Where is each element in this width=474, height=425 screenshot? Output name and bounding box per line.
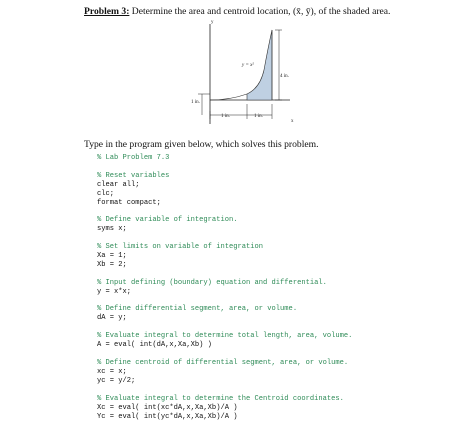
code-comment-line: % Define differential segment, area, or volume.: [97, 305, 298, 314]
code-blank-line: [97, 234, 467, 243]
shaded-area-figure: [180, 18, 300, 136]
y-axis-label: y: [211, 20, 214, 25]
code-line: Yc = eval( int(yc*dA,x,Xa,Xb)/A ): [97, 412, 238, 421]
height-dim-label: 4 in.: [280, 74, 289, 79]
problem-text-before: Determine the area and centroid location,: [129, 6, 293, 17]
code-blank-line: [97, 386, 467, 395]
left-dim-label: 1 in.: [191, 100, 200, 105]
figure-svg: [180, 18, 300, 136]
code-blank-line: [97, 208, 467, 217]
centroid-notation: (x̄, ȳ): [292, 6, 314, 17]
problem-label: Problem 3:: [84, 6, 130, 17]
code-comment-line: % Define centroid of differential segment, area, or volume.: [97, 358, 349, 367]
code-line: yc = y/2;: [97, 376, 136, 385]
problem-text-after: , of the shaded area.: [313, 6, 391, 17]
code-comment-line: % Input defining (boundary) equation and differential.: [97, 278, 327, 287]
code-comment-line: % Define variable of integration.: [97, 216, 238, 225]
code-comment-line: % Reset variables: [97, 171, 170, 180]
code-comment-line: % Lab Problem 7.3: [97, 154, 170, 162]
code-comment-line: % Set limits on variable of integration: [97, 243, 264, 252]
code-line: A = eval( int(dA,x,Xa,Xb) ): [97, 341, 212, 350]
bottom-dim-label-2: 1 in.: [254, 114, 263, 119]
code-line: Xc = eval( int(xc*dA,x,Xa,Xb)/A ): [97, 403, 238, 412]
code-blank-line: [97, 163, 467, 172]
code-line: dA = y;: [97, 314, 127, 323]
code-comment-line: % Evaluate integral to determine total length, area, volume.: [97, 332, 353, 341]
code-line: clc;: [97, 189, 115, 198]
code-line: format compact;: [97, 198, 161, 207]
problem-statement: [84, 6, 469, 18]
code-blank-line: [97, 270, 467, 279]
code-line: Xb = 2;: [97, 261, 127, 270]
code-comment-line: % Evaluate integral to determine the Centroid coordinates.: [97, 394, 344, 403]
code-line: y = x*x;: [97, 287, 132, 296]
code-line: clear all;: [97, 180, 140, 189]
code-blank-line: [97, 297, 467, 306]
instruction-text: Type in the program given below, which solves this problem.: [84, 139, 319, 150]
bottom-dim-label-1: 1 in.: [221, 114, 230, 119]
code-blank-line: [97, 323, 467, 332]
code-line: xc = x;: [97, 367, 127, 376]
code-line: syms x;: [97, 225, 127, 234]
code-line: Xa = 1;: [97, 252, 127, 261]
curve-lower: [210, 94, 247, 100]
code-listing: [97, 154, 467, 422]
code-blank-line: [97, 350, 467, 359]
x-axis-label: x: [291, 119, 294, 124]
curve-equation-label: y = x²: [242, 63, 254, 68]
